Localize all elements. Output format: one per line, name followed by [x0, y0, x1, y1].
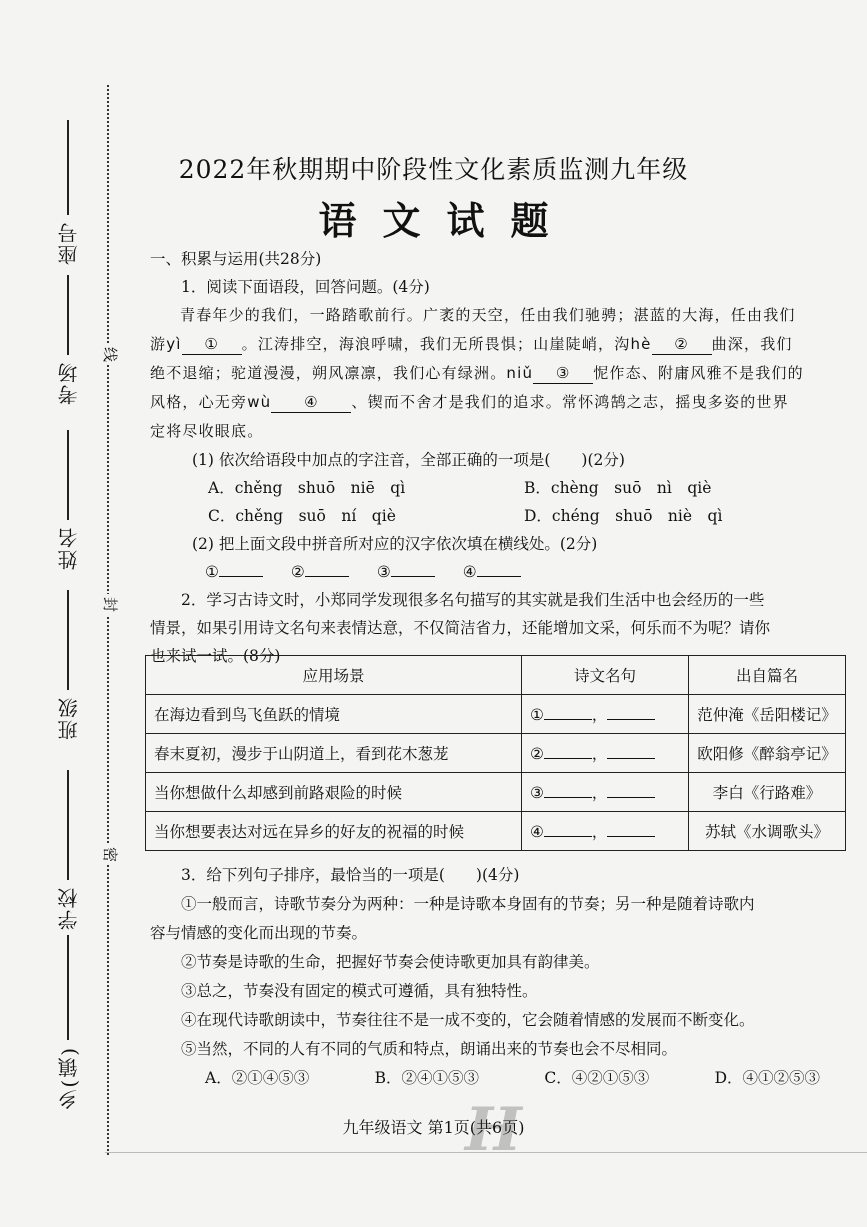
header-scene: 应用场景: [146, 656, 522, 695]
poem-table: [145, 655, 846, 851]
bottom-rule: [105, 1152, 867, 1153]
passage-line-4: [150, 388, 840, 417]
q3-option-b[interactable]: B．②④①⑤③: [374, 1069, 479, 1087]
exam-subtitle: 2022年秋期期中阶段性文化素质监测九年级: [178, 155, 689, 184]
row-scene: 当你想要表达对远在异乡的好友的祝福的时候: [146, 812, 522, 851]
fill-item-3[interactable]: ③: [377, 558, 435, 586]
q3-sentence-5: ⑤当然，不同的人有不同的气质和特点，朗诵出来的节奏也会不尽相同。: [181, 1040, 678, 1058]
seal-dotted-line: [107, 85, 109, 1155]
q2-stem-2: 情景，如果引用诗文名句来表情达意，不仅简洁省力，还能增加文采，何乐而不为呢？请你: [150, 619, 771, 637]
exam-room-label: 考场: [56, 361, 81, 405]
row-scene: 当你想做什么却感到前路艰险的时候: [146, 773, 522, 812]
q3-option-d[interactable]: D．④①②⑤③: [714, 1069, 820, 1087]
row-quote-blank[interactable]: ④ ，: [522, 812, 689, 851]
q3-sentence-4: ④在现代诗歌朗读中，节奏往往不是一成不变的，它会随着情感的发展而不断变化。: [181, 1011, 755, 1029]
q1-passage: [150, 301, 840, 446]
row-source: 李白《行路难》: [689, 773, 846, 812]
school-line: [67, 770, 69, 880]
town-line: [67, 935, 69, 1040]
passage-text: 绝不退缩；驼道漫漫，朔风凛凛，我们心有绿洲。niǔ: [150, 364, 534, 382]
row-source: 欧阳修《醉翁亭记》: [689, 734, 846, 773]
class-field: [48, 590, 88, 746]
q3-sentence-1a: ①一般而言，诗歌节奏分为两种：一种是诗歌本身固有的节奏；另一种是随着诗歌内: [181, 895, 755, 913]
row-scene: 春末夏初，漫步于山阴道上，看到花木葱茏: [146, 734, 522, 773]
exam-title: 语文试题: [318, 198, 575, 243]
q1-option-b[interactable]: B．chèng suō nì qiè: [524, 479, 712, 497]
q1-option-d[interactable]: D．chéng shuō niè qì: [524, 507, 723, 525]
q2-stem-1: 2．学习古诗文时，小郑同学发现很多名句描写的其实就是我们生活中也会经历的一些: [181, 591, 765, 609]
q3-option-a[interactable]: A．②①④⑤③: [205, 1069, 310, 1087]
name-label: 姓名: [56, 526, 81, 570]
passage-line-3: [150, 359, 840, 388]
q1-option-a[interactable]: A．chěng shuō niē qì: [208, 479, 406, 497]
table-row: [146, 812, 846, 851]
q3-sentence-2: ②节奏是诗歌的生命，把握好节奏会使诗歌更加具有韵律美。: [181, 953, 600, 971]
town-label: 乡(镇): [56, 1046, 81, 1110]
q3-sentence-1b: 容与情感的变化而出现的节奏。: [150, 924, 368, 942]
section-1: [150, 245, 840, 670]
section-heading: 一、积累与运用(共28分): [150, 250, 322, 268]
table-row: [146, 773, 846, 812]
passage-line-2: [150, 330, 840, 359]
q1-stem: 1．阅读下面语段，回答问题。(4分): [181, 278, 430, 296]
name-line: [67, 430, 69, 520]
seal-mark-secret: 密: [103, 845, 118, 863]
watermark-stamp: H: [465, 1095, 508, 1165]
seat-label: 座号: [56, 221, 81, 265]
passage-text: 怩作态、附庸风雅不是我们的: [593, 364, 804, 382]
class-label: 班级: [56, 696, 81, 740]
fill-item-2[interactable]: ②: [291, 558, 349, 586]
row-source: 苏轼《水调歌头》: [689, 812, 846, 851]
row-source: 范仲淹《岳阳楼记》: [689, 695, 846, 734]
header-source: 出自篇名: [689, 656, 846, 695]
passage-text: 游yì: [150, 335, 182, 353]
name-field: [48, 430, 88, 576]
passage-line-5: 定将尽收眼底。: [150, 422, 264, 440]
fill-item-1[interactable]: ①: [205, 558, 263, 586]
q3-sentence-3: ③总之，节奏没有固定的模式可遵循，具有独特性。: [181, 982, 538, 1000]
passage-blank-1[interactable]: ①: [182, 334, 242, 355]
row-scene: 在海边看到鸟飞鱼跃的情境: [146, 695, 522, 734]
passage-text: 曲深，我们: [711, 335, 793, 353]
row-quote-blank[interactable]: ① ，: [522, 695, 689, 734]
passage-text: 风格，心无旁wù: [150, 393, 272, 411]
q1-sub1: (1) 依次给语段中加点的字注音，全部正确的一项是( )(2分): [192, 451, 625, 469]
seal-mark-seal: 封: [103, 595, 118, 613]
passage-blank-4[interactable]: ④: [271, 392, 351, 413]
school-field: [48, 770, 88, 936]
q1-options: [150, 474, 840, 530]
exam-room-field: [48, 275, 88, 411]
exam-room-line: [67, 275, 69, 355]
class-line: [67, 590, 69, 690]
seal-mark-line: 线: [103, 345, 118, 363]
passage-blank-2[interactable]: ②: [652, 334, 712, 355]
passage-line-1: 青春年少的我们，一路踏歌前行。广袤的天空，任由我们驰骋；湛蓝的大海，任由我们: [180, 306, 796, 324]
page-footer: 九年级语文 第1页(共6页): [342, 1118, 525, 1137]
q1-option-c[interactable]: C．chěng suō ní qiè: [208, 507, 396, 525]
passage-text: 。江涛排空，海浪呼啸，我们无所畏惧；山崖陡峭，沟hè: [241, 335, 652, 353]
passage-blank-3[interactable]: ③: [533, 363, 593, 384]
q3-options: [150, 1064, 840, 1093]
school-label: 学校: [56, 886, 81, 930]
fill-item-4[interactable]: ④: [463, 558, 521, 586]
town-field: [48, 935, 88, 1116]
q3-option-c[interactable]: C．④②①⑤③: [544, 1069, 650, 1087]
q1-fill-row: [150, 558, 840, 586]
question-3: [150, 861, 840, 1093]
passage-text: 、锲而不舍才是我们的追求。常怀鸿鹄之志，摇曳多姿的世界: [351, 393, 789, 411]
table-header-row: [146, 656, 846, 695]
q2-stem-3: 也来试一试。(8分): [150, 647, 281, 665]
table-row: [146, 695, 846, 734]
q3-stem: 3．给下列句子排序，最恰当的一项是( )(4分): [181, 866, 520, 884]
row-quote-blank[interactable]: ③ ，: [522, 773, 689, 812]
row-quote-blank[interactable]: ② ，: [522, 734, 689, 773]
table-row: [146, 734, 846, 773]
header-quote: 诗文名句: [522, 656, 689, 695]
q1-sub2: (2) 把上面文段中拼音所对应的汉字依次填在横线处。(2分): [192, 535, 598, 553]
